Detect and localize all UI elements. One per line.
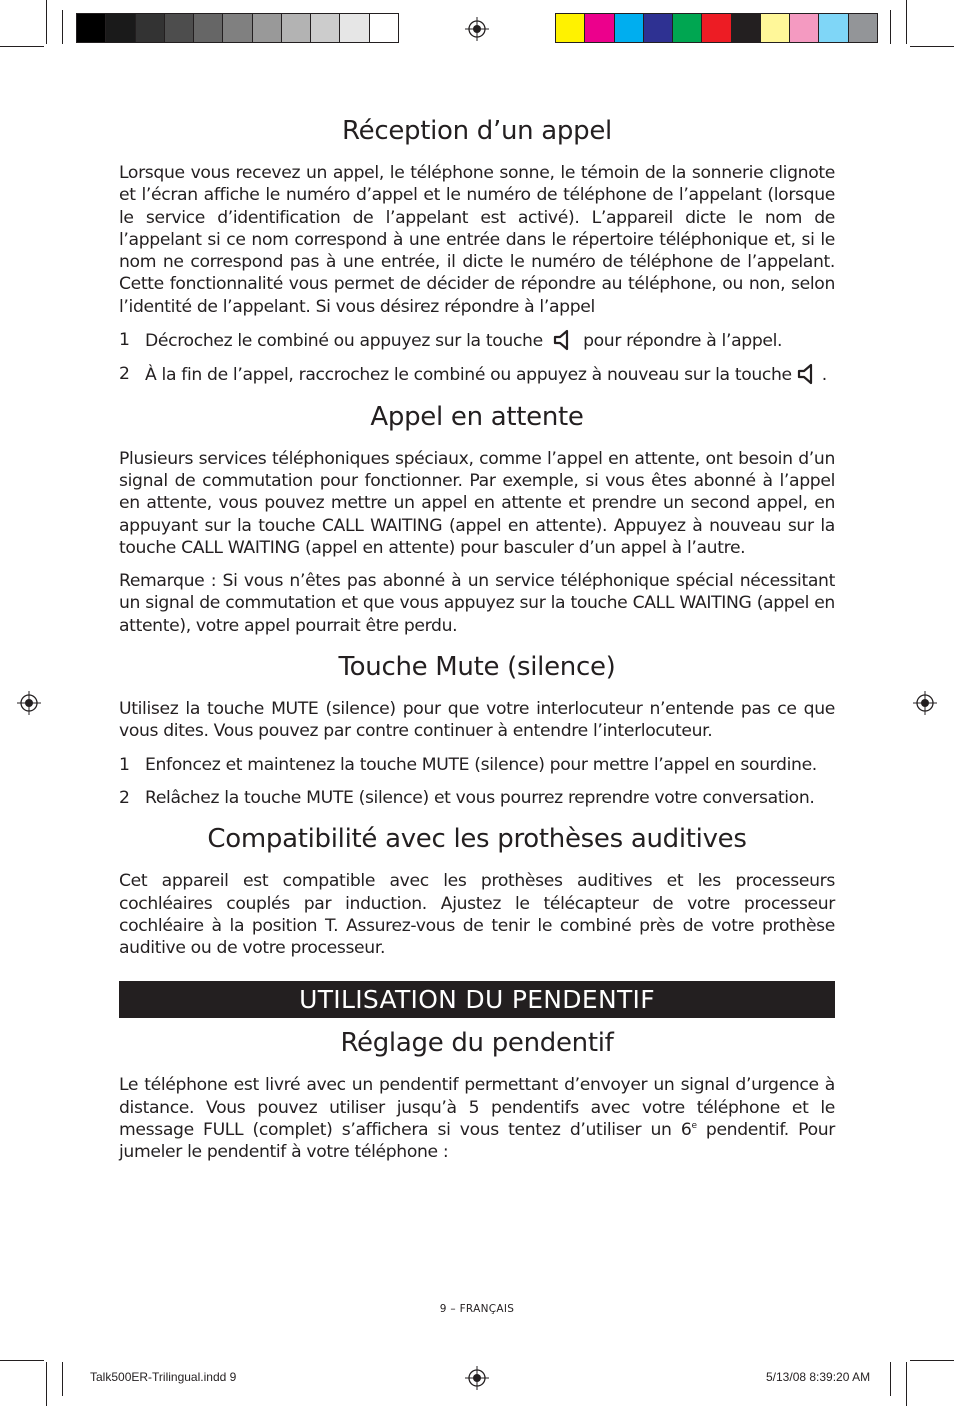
- page-content: [119, 112, 835, 1175]
- color-swatch: [761, 14, 790, 42]
- step-number: 1: [119, 754, 130, 775]
- section-title-call-waiting: Appel en attente: [370, 401, 584, 432]
- crop-mark: [910, 1360, 954, 1361]
- pendant-paragraph: [119, 1074, 835, 1163]
- speaker-icon: [552, 329, 574, 351]
- reception-step-2: [119, 363, 835, 386]
- crop-mark: [62, 10, 63, 44]
- color-swatch: [340, 14, 369, 42]
- text-run: Plusieurs services téléphoniques spéciaux, comme l’appel en attente, ont besoin d’un signal de commutation pour fonctionner. Par exemple, si vous êtes abonné à l’appel en attente, vous pouvez mettre un appel en attente et prendre un second appel, en appuyant sur la touche: [119, 448, 835, 536]
- color-swatch: [673, 14, 702, 42]
- text-run: pendentif. Pour jumeler le pendentif à votre téléphone :: [119, 1120, 836, 1163]
- registration-mark-icon: [17, 691, 41, 715]
- text-run: , votre appel pourrait être perdu.: [185, 615, 458, 636]
- text-run: (appel en attente) pour basculer d’un appel à l’autre.: [305, 537, 746, 558]
- step-text: Relâchez la touche MUTE (silence) et vous pourrez reprendre votre conversation.: [145, 787, 815, 808]
- color-swatch: [311, 14, 340, 42]
- color-swatch: [77, 14, 106, 42]
- step-number: 1: [119, 330, 130, 351]
- crop-mark: [62, 1362, 63, 1396]
- slug-filename: Talk500ER-Trilingual.indd 9: [90, 1370, 237, 1384]
- registration-mark-icon: [913, 691, 937, 715]
- color-swatch: [556, 14, 585, 42]
- mute-paragraph: [119, 698, 835, 743]
- registration-mark-icon: [465, 17, 489, 41]
- call-waiting-paragraph: [119, 448, 835, 559]
- step-number: 2: [119, 364, 130, 385]
- reception-paragraph: Lorsque vous recevez un appel, le téléphone sonne, le témoin de la sonnerie clignote et l’écran affiche le numéro d’appel et le numéro de téléphone de l’appelant (lorsque le service d’identification de l’appelant est activé). L’appareil dicte le nom de l’appelant si ce nom correspond à une entrée dans le répertoire téléphonique et, si le nom ne correspond pas à une entrée, il dicte le numéro de téléphone de l’appelant. Cette fonctionnalité vous permet de décider de répondre au téléphone, ou non, selon l’identité de l’appelant. Si vous désirez répondre à l’appel: [119, 163, 835, 317]
- color-swatch: [819, 14, 848, 42]
- crop-mark: [910, 46, 954, 47]
- text-run: (appel en attente). Appuyez à nouveau sur la touche: [119, 515, 835, 558]
- grayscale-color-bar: [76, 13, 399, 43]
- color-swatch: [106, 14, 135, 42]
- page-footer: 9 – FRANÇAIS: [439, 1303, 515, 1315]
- crop-mark: [890, 1362, 891, 1396]
- color-swatch: [615, 14, 644, 42]
- registration-mark-icon: [465, 1366, 489, 1390]
- color-swatch: [223, 14, 252, 42]
- section-title-mute: Touche Mute (silence): [338, 652, 616, 683]
- mute-step-2: [119, 787, 835, 809]
- step-text-part: pour répondre à l’appel.: [583, 331, 783, 352]
- crop-mark: [906, 0, 907, 44]
- text-run: Le téléphone est livré avec un pendentif permettant d’envoyer un signal d’urgence à distance. Vous pouvez utiliser jusqu’à 5 pendentifs avec votre téléphone et le message FULL (complet) s’affichera si vous tentez d’utiliser un 6: [119, 1075, 835, 1141]
- mute-step-1: [119, 754, 835, 776]
- step-text: [145, 329, 835, 352]
- color-swatch: [644, 14, 673, 42]
- color-swatch: [585, 14, 614, 42]
- step-text-part: .: [821, 365, 827, 386]
- text-run: : Si vous n’êtes pas abonné à un service téléphonique spécial nécessitant un signal de commutation et que vous appuyez sur la touche: [119, 571, 835, 614]
- color-swatch: [253, 14, 282, 42]
- step-number: 2: [119, 787, 130, 808]
- color-swatch: [849, 14, 877, 42]
- section-title-hearing-aid: Compatibilité avec les prothèses auditives: [207, 824, 747, 855]
- color-swatch: [370, 14, 398, 42]
- call-waiting-note: [119, 570, 835, 637]
- color-swatch: [702, 14, 731, 42]
- slug-timestamp: 5/13/08 8:39:20 AM: [766, 1370, 871, 1384]
- key-name: CALL WAITING: [181, 537, 300, 558]
- section-title-pendant: Réglage du pendentif: [340, 1028, 614, 1059]
- step-text-part: Décrochez le combiné ou appuyez sur la touche: [145, 331, 543, 352]
- text-run: Utilisez la touche: [119, 699, 265, 720]
- color-swatch: [790, 14, 819, 42]
- speaker-icon: [796, 363, 818, 385]
- crop-mark: [0, 46, 44, 47]
- key-name: CALL WAITING (appel en attente): [119, 593, 835, 636]
- step-text: [145, 363, 835, 386]
- reception-step-1: [119, 329, 835, 352]
- color-swatch: [165, 14, 194, 42]
- step-text-part: À la fin de l’appel, raccrochez le combiné ou appuyez à nouveau sur la touche: [145, 365, 792, 386]
- crop-mark: [0, 1360, 44, 1361]
- key-name: MUTE (silence): [271, 699, 396, 720]
- section-banner: UTILISATION DU PENDENTIF: [119, 981, 835, 1018]
- color-swatch: [282, 14, 311, 42]
- color-swatch: [194, 14, 223, 42]
- crop-mark: [906, 1362, 907, 1406]
- key-name: CALL WAITING: [321, 515, 443, 536]
- crop-mark: [46, 1362, 47, 1406]
- color-swatch: [136, 14, 165, 42]
- text-run: pour que votre interlocuteur n’entende pas ce que vous dites. Vous pouvez par contre continuer à entendre l’interlocuteur.: [119, 699, 835, 742]
- step-text: Enfoncez et maintenez la touche MUTE (silence) pour mettre l’appel en sourdine.: [145, 754, 817, 775]
- color-swatch: [732, 14, 761, 42]
- note-label: Remarque: [119, 571, 205, 592]
- crop-mark: [46, 0, 47, 44]
- section-title-reception: Réception d’un appel: [342, 116, 612, 146]
- ordinal-suffix: e: [691, 1121, 697, 1132]
- hearing-aid-paragraph: Cet appareil est compatible avec les prothèses auditives et les processeurs cochléaires couplés par induction. Ajustez le télécapteur de votre processeur cochléaire à la position T. Assurez-vous de tenir le combiné près de votre prothèse auditive ou de votre processeur.: [119, 871, 835, 959]
- process-color-bar: [555, 13, 878, 43]
- crop-mark: [890, 10, 891, 44]
